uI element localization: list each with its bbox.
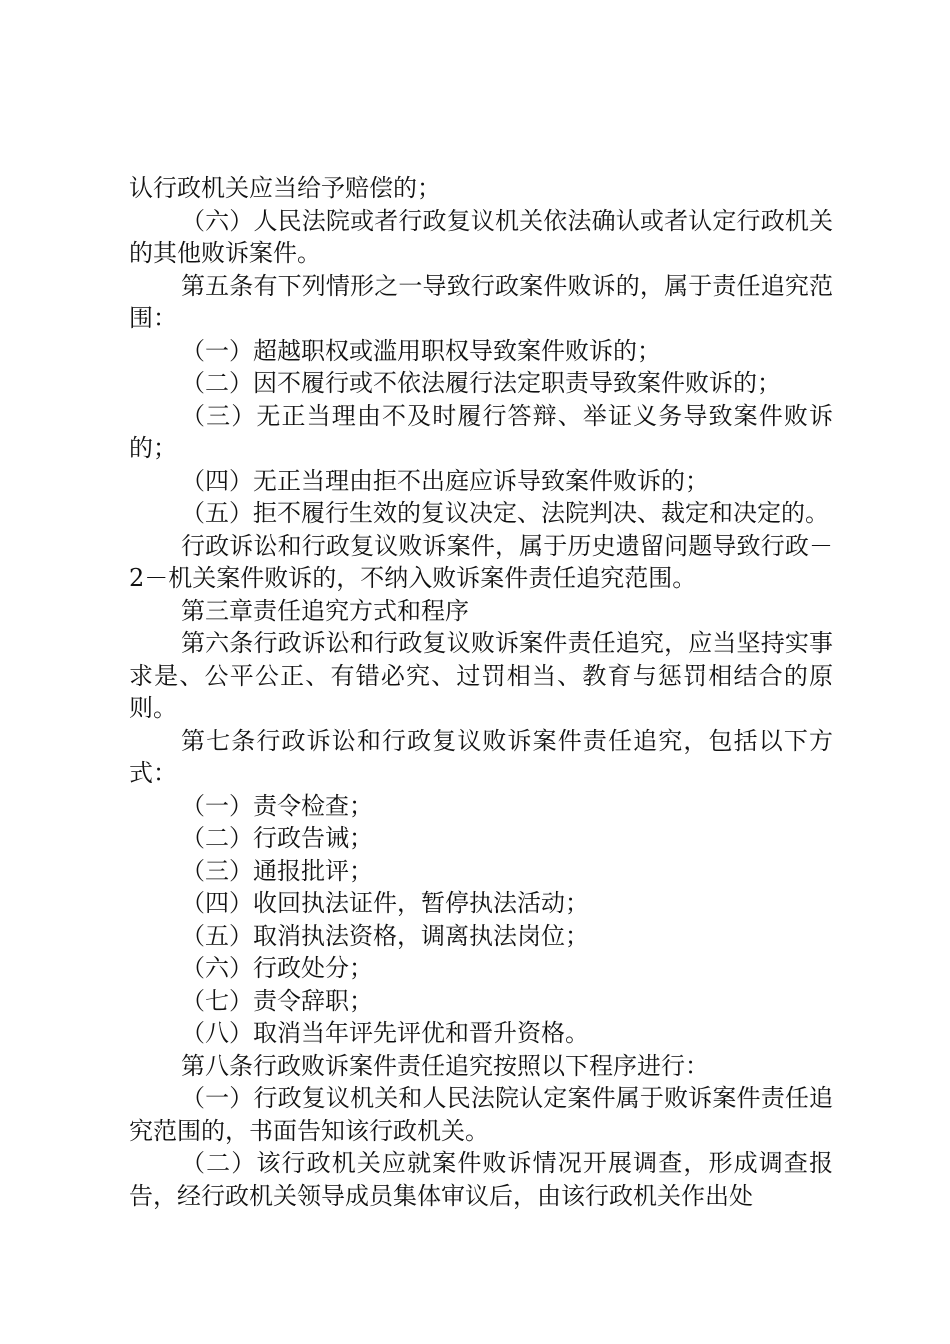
article-8-item-2: （二）该行政机关应就案件败诉情况开展调查，形成调查报告，经行政机关领导成员集体审议后，由该行政机关作出处 — [129, 1149, 833, 1210]
article-8-item-1: （一）行政复议机关和人民法院认定案件属于败诉案件责任追究范围的，书面告知该行政机关。 — [129, 1084, 833, 1145]
article-7-item-8: （八）取消当年评先评优和晋升资格。 — [181, 1019, 589, 1047]
article-5-heading: 第五条有下列情形之一导致行政案件败诉的，属于责任追究范围： — [129, 271, 833, 332]
article-5-item-1: （一）超越职权或滥用职权导致案件败诉的； — [181, 336, 661, 365]
paragraph-continuation: 认行政机关应当给予赔偿的； — [129, 174, 441, 202]
chapter-3-title: 第三章责任追究方式和程序 — [181, 596, 469, 625]
article-7-item-5: （五）取消执法资格，调离执法岗位； — [181, 921, 589, 950]
article-5-item-4: （四）无正当理由拒不出庭应诉导致案件败诉的； — [181, 466, 709, 495]
article-5-item-3: （三）无正当理由不及时履行答辩、举证义务导致案件败诉的； — [129, 401, 833, 462]
paragraph-item-6: （六）人民法院或者行政复议机关依法确认或者认定行政机关的其他败诉案件。 — [129, 206, 833, 267]
article-7-item-1: （一）责令检查； — [181, 791, 373, 820]
article-5-exclusion: 行政诉讼和行政复议败诉案件，属于历史遗留问题导致行政－2－机关案件败诉的，不纳入败诉案件责任追究范围。 — [129, 531, 833, 592]
article-7-heading: 第七条行政诉讼和行政复议败诉案件责任追究，包括以下方式： — [129, 726, 833, 787]
article-5-item-5: （五）拒不履行生效的复议决定、法院判决、裁定和决定的。 — [181, 499, 829, 527]
article-5-item-2: （二）因不履行或不依法履行法定职责导致案件败诉的； — [181, 369, 781, 397]
article-7-item-2: （二）行政告诫； — [181, 824, 373, 852]
article-7-item-3: （三）通报批评； — [181, 856, 373, 885]
document-body — [129, 172, 833, 1212]
article-6: 第六条行政诉讼和行政复议败诉案件责任追究，应当坚持实事求是、公平公正、有错必究、过罚相当、教育与惩罚相结合的原则。 — [129, 629, 833, 722]
article-7-item-6: （六）行政处分； — [181, 954, 373, 982]
article-7-item-4: （四）收回执法证件，暂停执法活动； — [181, 889, 589, 917]
article-7-item-7: （七）责令辞职； — [181, 986, 373, 1015]
article-8-heading: 第八条行政败诉案件责任追究按照以下程序进行： — [181, 1051, 709, 1080]
